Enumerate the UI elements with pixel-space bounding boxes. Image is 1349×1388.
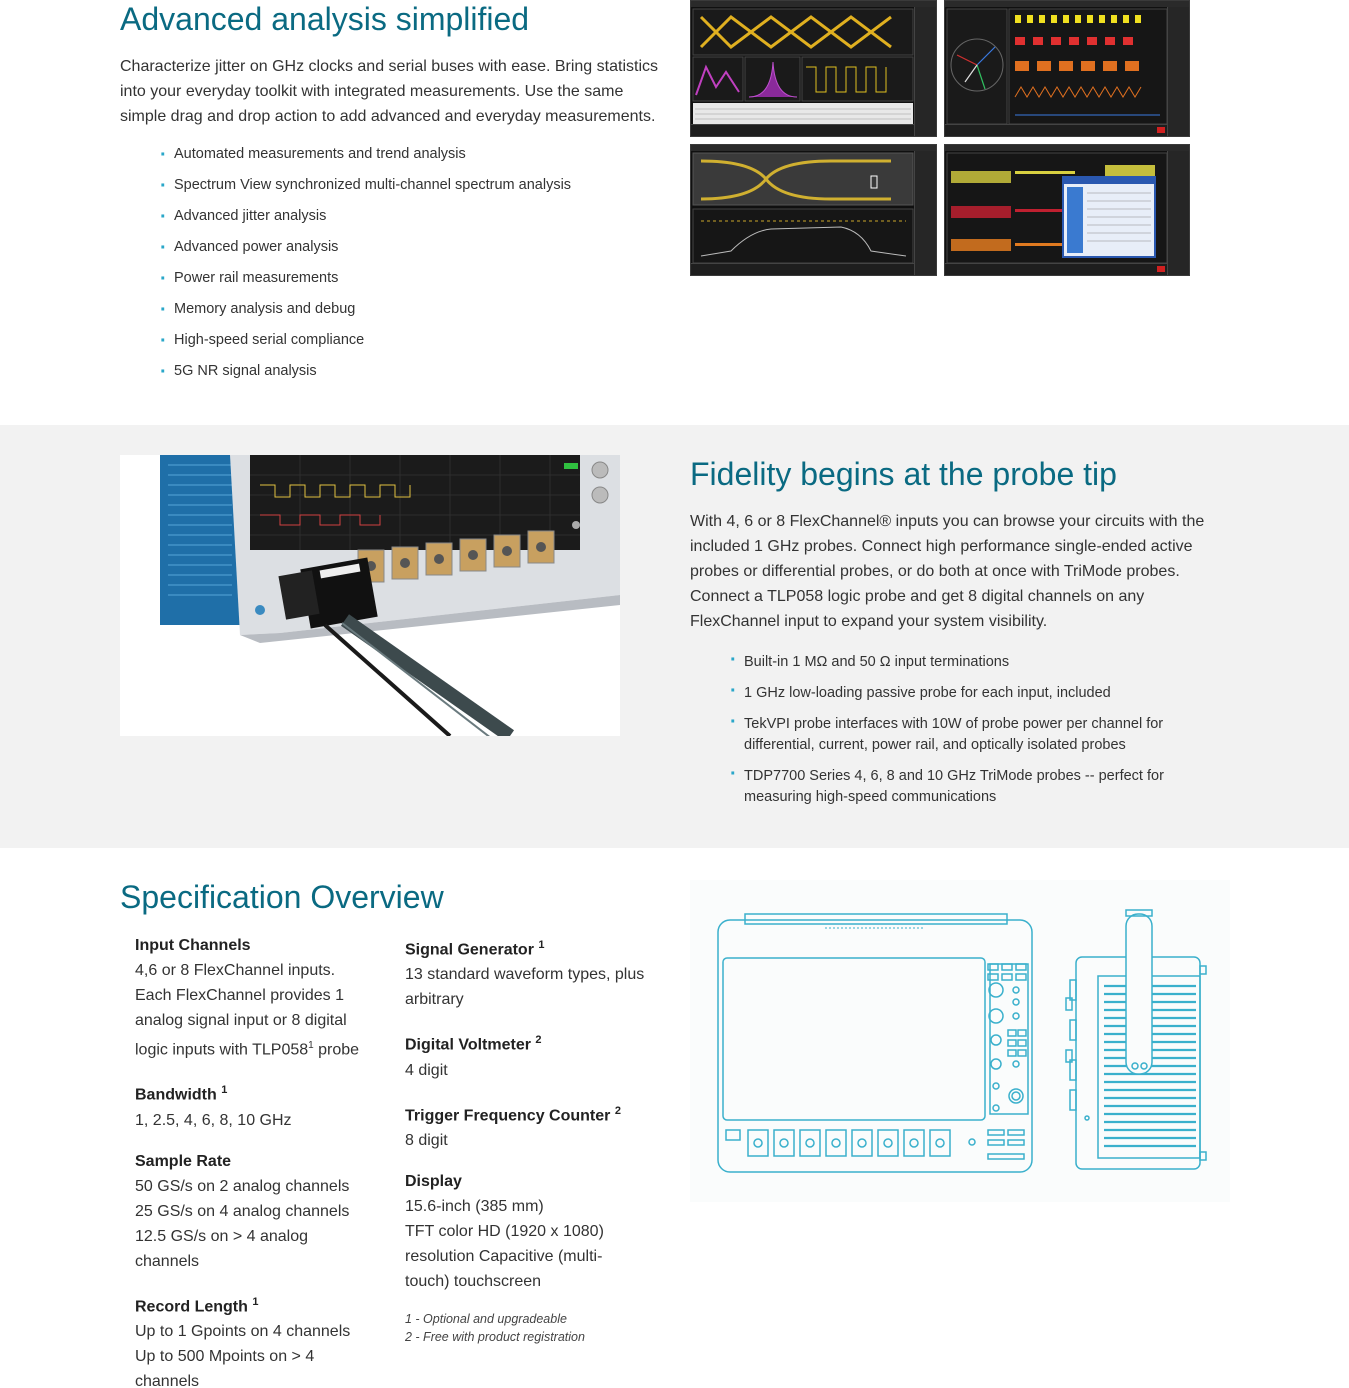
eye-diagram-screenshot: [690, 0, 937, 137]
spec-sample-rate: [135, 1149, 375, 1274]
list-item: · Built-in 1 MΩ and 50 Ω input terminations: [730, 652, 1180, 673]
spec-signal-generator: [405, 933, 655, 1012]
spec-label: Signal Generator $^1$: [405, 939, 545, 959]
spec-section: [0, 848, 1349, 1388]
spec-value: 4 digit: [405, 1061, 448, 1079]
spec-display: [405, 1169, 655, 1294]
spec-label: Sample Rate: [135, 1152, 232, 1170]
spec-label: Bandwidth $^1$: [135, 1084, 228, 1104]
power-analysis-screenshot: [944, 144, 1190, 276]
analysis-section: [0, 0, 1349, 425]
spec-value: 4,6 or 8 FlexChannel inputs. Each FlexChannel provides 1 analog signal input or 8 digital logic inputs with $TLP058^1$ probe: [135, 962, 360, 1059]
spec-column-right: [405, 933, 655, 1346]
probe-body: With 4, 6 or 8 FlexChannel® inputs you can browse your circuits with the included 1 GHz probes. Connect high performance single-ended active probes or differential probes, or do both at once with TriMode probes. Connect a TLP058 logic probe and get 8 digital channels on any FlexChannel input to expand your system visibility.: [690, 513, 1205, 630]
list-item: · High-speed serial compliance: [160, 332, 660, 363]
analysis-title: Advanced analysis simplified: [120, 1, 530, 37]
list-item: · Automated measurements and trend analysis: [160, 146, 660, 177]
spec-label: Trigger Frequency Counter $^2$: [405, 1104, 621, 1124]
spec-title: Specification Overview: [120, 879, 444, 915]
footnote: 1 - Optional and upgradeable: [405, 1311, 567, 1326]
spec-digital-voltmeter: [405, 1028, 655, 1082]
analysis-body: Characterize jitter on GHz clocks and serial buses with ease. Bring statistics into your everyday toolkit with integrated measurements. Use the same simple drag and drop action to add advanced and everyday measurements.: [120, 58, 658, 125]
list-item: · TDP7700 Series 4, 6, 8 and 10 GHz TriMode probes -- perfect for measuring high-speed communications: [730, 766, 1180, 808]
spec-value: Up to 500 Mpoints on > 4 channels: [135, 1347, 315, 1388]
spec-label: Display: [405, 1172, 462, 1190]
list-item: · 1 GHz low-loading passive probe for each input, included: [730, 683, 1180, 704]
probe-section: [0, 425, 1349, 848]
spec-value: TFT color HD (1920 x 1080) resolution Capacitive (multi-touch) touchscreen: [405, 1222, 604, 1290]
spec-value: 13 standard waveform types, plus arbitrary: [405, 966, 645, 1009]
spec-value: 50 GS/s on 2 analog channels: [135, 1177, 350, 1195]
jitter-screenshot: [690, 144, 937, 276]
spec-bandwidth: [135, 1078, 375, 1132]
probe-bullet-list: [730, 652, 1180, 808]
spec-value: 25 GS/s on 4 analog channels: [135, 1202, 350, 1220]
spec-label: Digital Voltmeter $^2$: [405, 1034, 542, 1054]
spec-column-left: [135, 933, 375, 1388]
spec-trigger-counter: [405, 1099, 655, 1153]
list-item: · Memory analysis and debug: [160, 301, 660, 332]
footnote: 2 - Free with product registration: [405, 1329, 585, 1344]
digital-channels-screenshot: [944, 0, 1190, 137]
instrument-line-drawing: [690, 880, 1230, 1202]
spec-label: Input Channels: [135, 937, 251, 954]
list-item: · Advanced jitter analysis: [160, 208, 660, 239]
spec-value: Up to 1 Gpoints on 4 channels: [135, 1322, 351, 1340]
analysis-bullet-list: [160, 146, 660, 394]
footnotes: [405, 1310, 655, 1346]
spec-record-length: [135, 1290, 375, 1388]
list-item: · 5G NR signal analysis: [160, 363, 660, 394]
spec-label: Record Length $^1$: [135, 1295, 259, 1315]
probe-title: Fidelity begins at the probe tip: [690, 456, 1117, 492]
list-item: · Advanced power analysis: [160, 239, 660, 270]
list-item: · TekVPI probe interfaces with 10W of probe power per channel for differential, current, power rail, and optically isolated probes: [730, 714, 1180, 756]
spec-value: 12.5 GS/s on > 4 analog channels: [135, 1227, 309, 1270]
list-item: · Spectrum View synchronized multi-channel spectrum analysis: [160, 177, 660, 208]
spec-value: 15.6-inch (385 mm): [405, 1197, 544, 1215]
spec-value: 8 digit: [405, 1131, 448, 1149]
probe-photo: [120, 455, 620, 736]
list-item: · Power rail measurements: [160, 270, 660, 301]
spec-input-channels: [135, 933, 375, 1062]
spec-value: 1, 2.5, 4, 6, 8, 10 GHz: [135, 1111, 292, 1129]
